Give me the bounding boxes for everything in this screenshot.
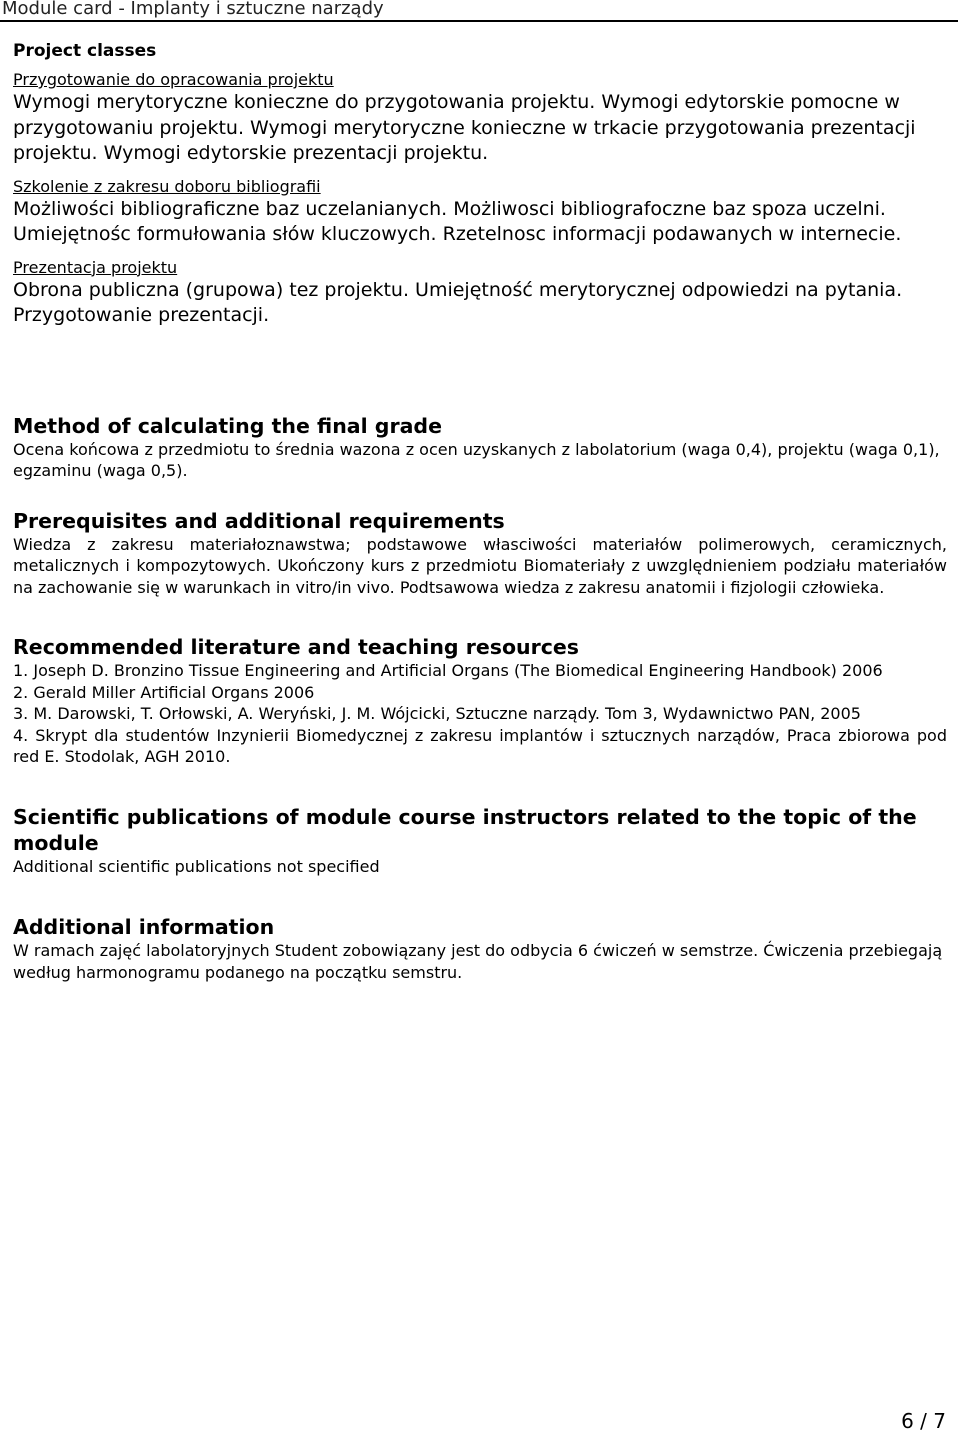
- additional-info-text: W ramach zajęć labolatoryjnych Student zobowiązany jest do odbycia 6 ćwiczeń w semstrze. Ćwiczenia przebiegają według harmonogramu podanego na początku semstru.: [13, 941, 943, 982]
- literature-heading: Recommended literature and teaching resources: [13, 635, 579, 659]
- project-class-item: [13, 70, 947, 167]
- document-content: [13, 38, 947, 983]
- final-grade-text: Ocena końcowa z przedmiotu to średnia wazona z ocen uzyskanych z labolatorium (waga 0,4), projektu (waga 0,1), egzaminu (waga 0,5).: [13, 439, 940, 480]
- project-class-description: Wymogi merytoryczne konieczne do przygotowania projektu. Wymogi edytorskie pomocne w przygotowaniu projektu. Wymogi merytoryczne konieczne w trkacie przygotowania prezentacji projektu. Wymogi edytorskie prezentacji projektu.: [13, 91, 916, 164]
- project-class-description: Możliwości bibliograficzne baz uczelanianych. Możliwosci bibliografoczne baz spoza uczelni. Umiejętnośc formułowania słów kluczowych. Rzetelnosc informacji podawanych w internecie.: [13, 197, 902, 245]
- literature-item: 1. Joseph D. Bronzino Tissue Engineering and Artificial Organs (The Biomedical Engineering Handbook) 2006: [13, 661, 883, 680]
- header-divider: [0, 20, 958, 22]
- project-classes-heading: Project classes: [13, 41, 157, 61]
- final-grade-heading: Method of calculating the final grade: [13, 413, 442, 438]
- literature-item: 4. Skrypt dla studentów Inzynierii Biomedycznej z zakresu implantów i sztucznych narządów, Praca zbiorowa pod red E. Stodolak, AGH 2010.: [13, 725, 947, 766]
- literature-section: [13, 634, 947, 768]
- project-class-description: Obrona publiczna (grupowa) tez projektu. Umiejętność merytorycznej odpowiedzi na pytania. Przygotowanie prezentacji.: [13, 278, 903, 326]
- additional-info-heading: Additional information: [13, 915, 275, 939]
- publications-section: [13, 804, 947, 878]
- final-grade-section: [13, 413, 947, 482]
- project-class-item: [13, 258, 947, 329]
- publications-text: Additional scientific publications not specified: [13, 856, 380, 876]
- literature-item: 2. Gerald Miller Artificial Organs 2006: [13, 682, 315, 702]
- additional-info-section: [13, 914, 947, 983]
- project-class-title: Szkolenie z zakresu doboru bibliografii: [13, 176, 321, 196]
- literature-item: 3. M. Darowski, T. Orłowski, A. Weryński, J. M. Wójcicki, Sztuczne narządy. Tom 3, Wydawnictwo PAN, 2005: [13, 704, 861, 723]
- page-number: 6 / 7: [901, 1409, 946, 1433]
- project-class-title: Przygotowanie do opracowania projektu: [13, 70, 334, 89]
- document-header-title: Module card - Implanty i sztuczne narządy: [2, 0, 384, 19]
- project-class-item: [13, 177, 947, 248]
- prerequisites-section: [13, 508, 947, 599]
- project-class-title: Prezentacja projektu: [13, 257, 178, 277]
- publications-heading: Scientific publications of module course instructors related to the topic of the module: [13, 804, 917, 855]
- prerequisites-heading: Prerequisites and additional requirements: [13, 508, 505, 533]
- prerequisites-text: Wiedza z zakresu materiałoznawstwa; podstawowe własciwości materiałów polimerowych, ceramicznych, metalicznych i kompozytowych. Ukończony kurs z przedmiotu Biomateriały z uwzględnieniem podziału materiałów na zachowanie się w warunkach in vitro/in vivo. Podtsawowa wiedza z zakresu anatomii i fizjologii człowieka.: [13, 534, 947, 597]
